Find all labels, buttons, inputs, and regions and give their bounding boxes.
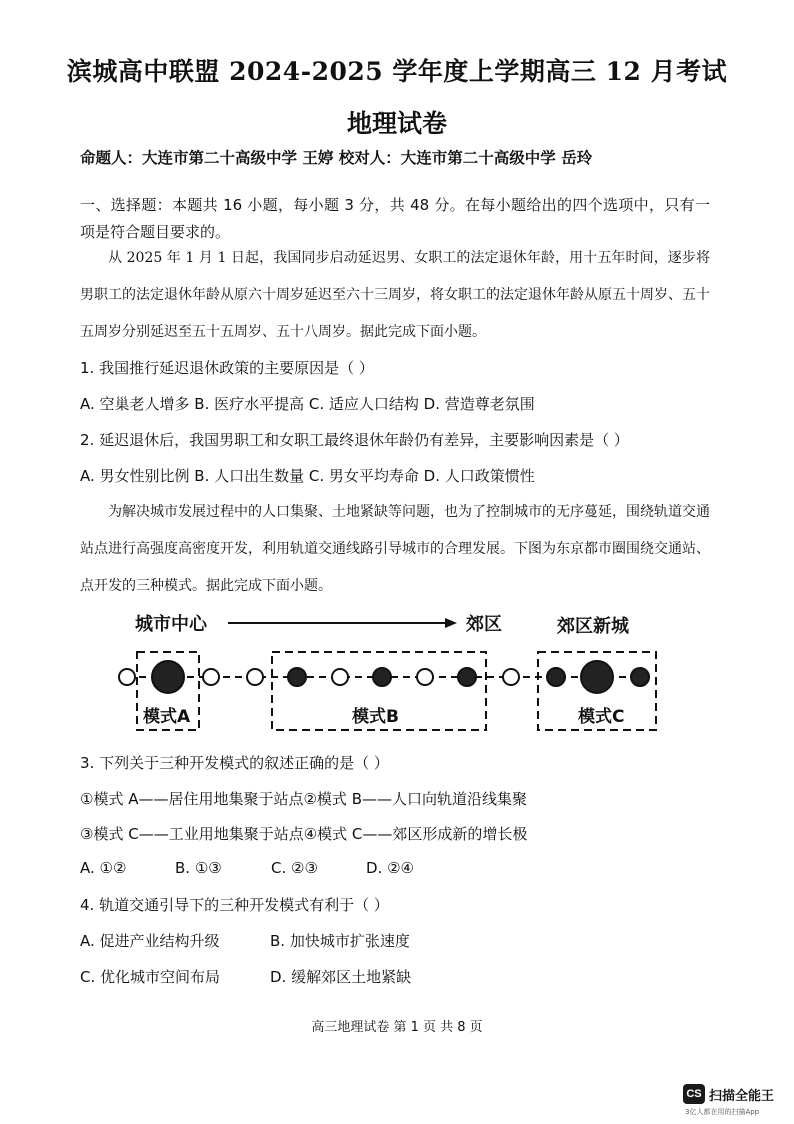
section-intro: 一、选择题：本题共 16 小题，每小题 3 分，共 48 分。在每小题给出的四个选项中，只有一项是符合题目要求的。: [80, 196, 710, 241]
label-city-center: 城市中心: [135, 614, 207, 635]
question-2-stem: 2. 延迟退休后，我国男职工和女职工最终退休年龄仍有差异，主要影响因素是（ ）: [80, 431, 629, 449]
station-hollow: [119, 669, 135, 685]
question-3-statement-2: ③模式 C——工业用地集聚于站点④模式 C——郊区形成新的增长极: [80, 825, 528, 843]
station-filled-mode-c: [631, 668, 649, 686]
label-new-town: 郊区新城: [557, 616, 629, 637]
mode-a-label: 模式A: [143, 707, 191, 727]
material-2: 为解决城市发展过程中的人口集聚、土地紧缺等问题，也为了控制城市的无序蔓延，围绕轨道交通站点进行高强度高密度开发，利用轨道交通线路引导城市的合理发展。下图为东京都市圈围绕交通站、点开发的三种模式。据此完成下面小题。: [80, 504, 710, 594]
scanner-watermark: [683, 1084, 793, 1118]
label-suburb: 郊区: [466, 614, 502, 635]
station-filled-mode-b: [373, 668, 391, 686]
exam-title: 滨城高中联盟 2024-2025 学年度上学期高三 12 月考试: [66, 57, 728, 86]
scanner-tagline: 3亿人都在用的扫描App: [685, 1108, 760, 1116]
station-filled-mode-b: [288, 668, 306, 686]
station-hollow: [417, 669, 433, 685]
question-3-statement-1: ①模式 A——居住用地集聚于站点②模式 B——人口向轨道沿线集聚: [80, 790, 527, 808]
exam-subtitle: 地理试卷: [346, 109, 447, 138]
station-large-mode-c: [581, 661, 613, 693]
question-4-stem: 4. 轨道交通引导下的三种开发模式有利于（ ）: [80, 896, 389, 914]
station-hollow: [332, 669, 348, 685]
material-1: 从 2025 年 1 月 1 日起，我国同步启动延迟男、女职工的法定退休年龄，用十五年时间，逐步将男职工的法定退休年龄从原六十周岁延迟至六十三周岁，将女职工的法定退休年龄从原五十周岁、五十五周岁分别延迟至五十五周岁、五十八周岁。据此完成下面小题。: [80, 250, 710, 340]
question-4-option-a: A. 促进产业结构升级: [80, 932, 220, 950]
page-footer: 高三地理试卷 第 1 页 共 8 页: [311, 1020, 483, 1035]
question-2-options: A. 男女性别比例 B. 人口出生数量 C. 男女平均寿命 D. 人口政策惯性: [80, 467, 535, 485]
question-3-stem: 3. 下列关于三种开发模式的叙述正确的是（ ）: [80, 754, 389, 772]
direction-arrow-head: [445, 618, 457, 628]
station-hollow: [503, 669, 519, 685]
question-4-option-c: C. 优化城市空间布局: [80, 968, 221, 986]
tod-diagram: [110, 605, 670, 735]
scanner-logo-icon: CS: [683, 1084, 705, 1104]
station-large-mode-a: [152, 661, 184, 693]
question-3-option-a: A. ①②: [80, 859, 127, 877]
question-4-option-b: B. 加快城市扩张速度: [270, 932, 410, 950]
station-filled-mode-c: [547, 668, 565, 686]
station-hollow: [203, 669, 219, 685]
question-3-option-c: C. ②③: [271, 859, 318, 877]
question-1-options: A. 空巢老人增多 B. 医疗水平提高 C. 适应人口结构 D. 营造尊老氛围: [80, 395, 535, 413]
station-filled-mode-b: [458, 668, 476, 686]
question-4-option-d: D. 缓解郊区土地紧缺: [270, 968, 412, 986]
mode-c-label: 模式C: [578, 707, 625, 727]
exam-authors: 命题人：大连市第二十高级中学 王婷 校对人：大连市第二十高级中学 岳玲: [80, 149, 593, 167]
question-3-option-d: D. ②④: [366, 859, 414, 877]
scanner-app-name: 扫描全能王: [709, 1089, 775, 1104]
station-hollow: [247, 669, 263, 685]
question-3-option-b: B. ①③: [175, 859, 222, 877]
question-1-stem: 1. 我国推行延迟退休政策的主要原因是（ ）: [80, 359, 374, 377]
mode-b-label: 模式B: [352, 707, 399, 727]
